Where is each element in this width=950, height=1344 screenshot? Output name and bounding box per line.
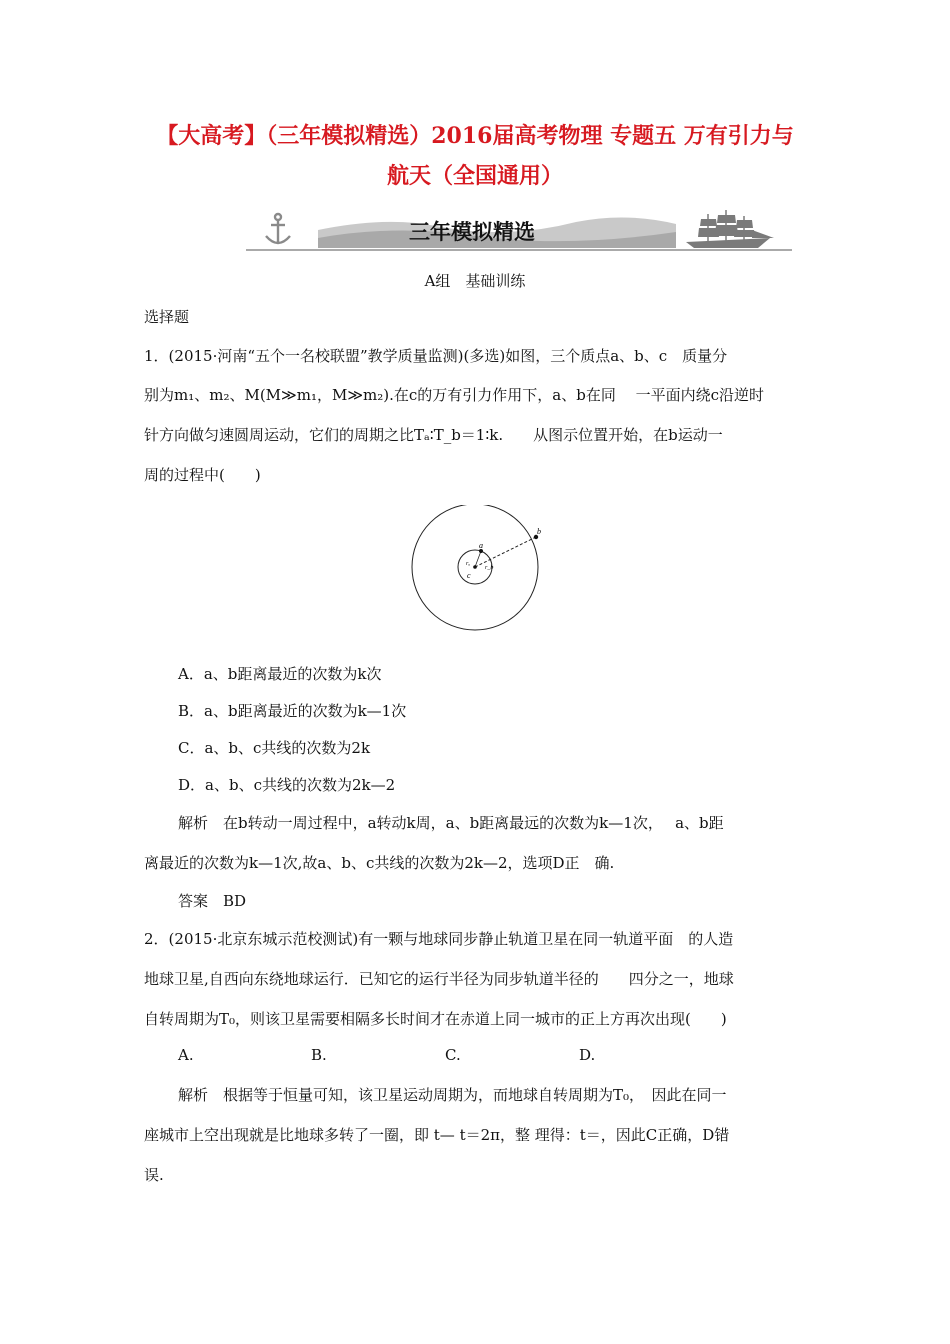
q1-line-3: 针方向做匀速圆周运动，它们的周期之比Tₐ∶T_b＝1∶k. 从图示位置开始，在b运动一 bbox=[144, 426, 723, 444]
ship-icon bbox=[686, 210, 774, 248]
anchor-icon bbox=[266, 214, 290, 244]
title-line-1: 【大高考】（三年模拟精选）2016届高考物理 专题五 万有引力与 bbox=[156, 123, 794, 149]
q2-option-a: A. bbox=[178, 1046, 194, 1064]
q2-line-1: 2．(2015·北京东城示范校测试)有一颗与地球同步静止轨道卫星在同一轨道平面 的人造 bbox=[144, 930, 734, 948]
banner-text: 三年模拟精选 bbox=[409, 220, 535, 244]
q2-analysis-line-3: 误. bbox=[144, 1166, 164, 1184]
q2-option-c: C. bbox=[445, 1046, 461, 1064]
q2-line-3: 自转周期为T₀，则该卫星需要相隔多长时间才在赤道上同一城市的正上方再次出现( ) bbox=[144, 1010, 727, 1028]
q2-option-b: B. bbox=[311, 1046, 327, 1064]
section-heading: 选择题 bbox=[144, 308, 190, 326]
title-line-2: 航天（全国通用） bbox=[386, 163, 563, 189]
q1-analysis-line-1: 解析 在b转动一周过程中，a转动k周，a、b距离最远的次数为k—1次， a、b距 bbox=[178, 814, 724, 832]
label-ra: rₐ bbox=[466, 561, 471, 567]
q1-analysis-line-2: 离最近的次数为k—1次,故a、b、c共线的次数为2k—2，选项D正 确. bbox=[144, 854, 615, 872]
label-c: c bbox=[467, 571, 471, 580]
document-title bbox=[130, 116, 820, 196]
q1-answer: 答案 BD bbox=[178, 892, 247, 910]
q2-option-d: D. bbox=[579, 1046, 596, 1064]
label-a: a bbox=[479, 541, 483, 550]
mass-c bbox=[473, 565, 477, 569]
q1-option-b: B．a、b距离最近的次数为k—1次 bbox=[178, 702, 407, 720]
q1-option-c: C．a、b、c共线的次数为2k bbox=[178, 739, 371, 757]
q1-option-d: D．a、b、c共线的次数为2k—2 bbox=[178, 776, 396, 794]
q1-line-2: 别为m₁、m₂、M(M≫m₁，M≫m₂).在c的万有引力作用下，a、b在同 一平面内绕c沿逆时 bbox=[144, 386, 765, 404]
q1-option-a: A．a、b距离最近的次数为k次 bbox=[178, 665, 382, 683]
group-heading: A组 基础训练 bbox=[424, 272, 526, 290]
radius-rb bbox=[475, 537, 536, 567]
section-banner bbox=[246, 210, 792, 254]
orbit-figure bbox=[405, 505, 555, 635]
q1-line-1: 1．(2015·河南“五个一名校联盟”教学质量监测)(多选)如图，三个质点a、b、c 质量分 bbox=[144, 347, 728, 365]
label-rb: r_b bbox=[485, 565, 494, 571]
q2-line-2: 地球卫星,自西向东绕地球运行．已知它的运行半径为同步轨道半径的 四分之一，地球 bbox=[144, 970, 734, 988]
q2-analysis-line-1: 解析 根据等于恒量可知，该卫星运动周期为，而地球自转周期为T₀， 因此在同一 bbox=[178, 1086, 727, 1104]
q2-analysis-line-2: 座城市上空出现就是比地球多转了一圈，即 t— t＝2π，整 理得：t＝，因此C正确，D错 bbox=[144, 1126, 730, 1144]
label-b: b bbox=[537, 527, 541, 536]
q1-line-4: 周的过程中( ) bbox=[144, 466, 261, 484]
